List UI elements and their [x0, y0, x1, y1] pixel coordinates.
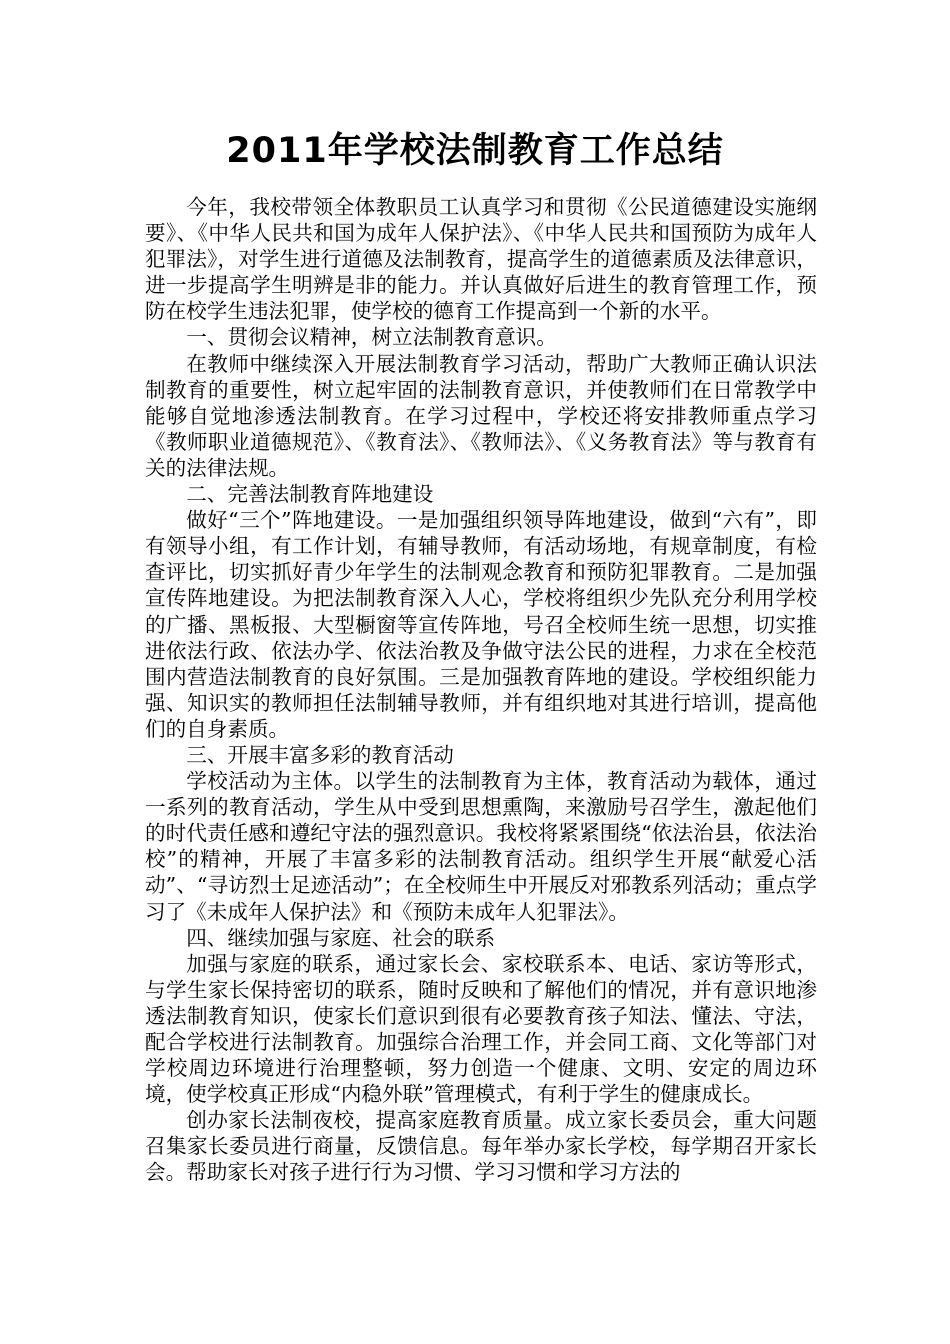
section-4-paragraph: 加强与家庭的联系，通过家长会、家校联系本、电话、家访等形式，与学生家长保持密切的联系，随时反映和了解他们的情况，并有意识地渗透法制教育知识，使家长们意识到很有必要教育孩子知法、懂法、守法，配合学校进行法制教育。加强综合治理工作，并会同工商、文化等部门对学校周边环境进行治理整顿，努力创造一个健康、文明、安定的周边环境，使学校真正形成“内稳外联”管理模式，有利于学生的健康成长。 [145, 951, 817, 1107]
document-body [145, 194, 817, 1186]
section-heading-3: 三、开展丰富多彩的教育活动 [186, 742, 454, 767]
section-3-paragraph: 学校活动为主体。以学生的法制教育为主体，教育活动为载体，通过一系列的教育活动，学生从中受到思想熏陶，来激励号召学生，激起他们的时代责任感和遵纪守法的强烈意识。我校将紧紧围绕“依法治县，依法治校”的精神，开展了丰富多彩的法制教育活动。组织学生开展“献爱心活动”、“寻访烈士足迹活动”；在全校师生中开展反对邪教系列活动；重点学习了《未成年人保护法》和《预防未成年人犯罪法》。 [145, 769, 817, 924]
section-heading-1: 一、贯彻会议精神，树立法制教育意识。 [186, 325, 557, 350]
section-heading-2: 二、完善法制教育阵地建设 [186, 482, 434, 507]
section-4-paragraph-2: 创办家长法制夜校，提高家庭教育质量。成立家长委员会，重大问题召集家长委员进行商量，反馈信息。每年举办家长学校，每学期召开家长会。帮助家长对孩子进行行为习惯、学习习惯和学习方法的 [145, 1108, 817, 1185]
intro-paragraph: 今年，我校带领全体教职员工认真学习和贯彻《公民道德建设实施纲要》、《中华人民共和国为成年人保护法》、《中华人民共和国预防为成年人犯罪法》，对学生进行道德及法制教育，提高学生的道德素质及法律意识，进一步提高学生明辨是非的能力。并认真做好后进生的教育管理工作，预防在校学生违法犯罪，使学校的德育工作提高到一个新的水平。 [145, 195, 817, 324]
document-title: 2011年学校法制教育工作总结 [226, 131, 724, 171]
section-2-paragraph: 做好“三个”阵地建设。一是加强组织领导阵地建设，做到“六有”，即有领导小组，有工作计划，有辅导教师，有活动场地，有规章制度，有检查评比，切实抓好青少年学生的法制观念教育和预防犯罪教育。二是加强宣传阵地建设。为把法制教育深入人心，学校将组织少先队充分利用学校的广播、黑板报、大型橱窗等宣传阵地，号召全校师生统一思想，切实推进依法行政、依法办学、依法治教及争做守法公民的进程，力求在全校范围内营造法制教育的良好氛围。三是加强教育阵地的建设。学校组织能力强、知识实的教师担任法制辅导教师，并有组织地对其进行培训，提高他们的自身素质。 [145, 508, 817, 741]
section-1-paragraph: 在教师中继续深入开展法制教育学习活动，帮助广大教师正确认识法制教育的重要性，树立起牢固的法制教育意识，并使教师们在日常教学中能够自觉地渗透法制教育。在学习过程中，学校还将安排教师重点学习《教师职业道德规范》、《教育法》、《教师法》、《义务教育法》等与教育有关的法律法规。 [145, 351, 817, 480]
section-heading-4: 四、继续加强与家庭、社会的联系 [186, 925, 496, 950]
